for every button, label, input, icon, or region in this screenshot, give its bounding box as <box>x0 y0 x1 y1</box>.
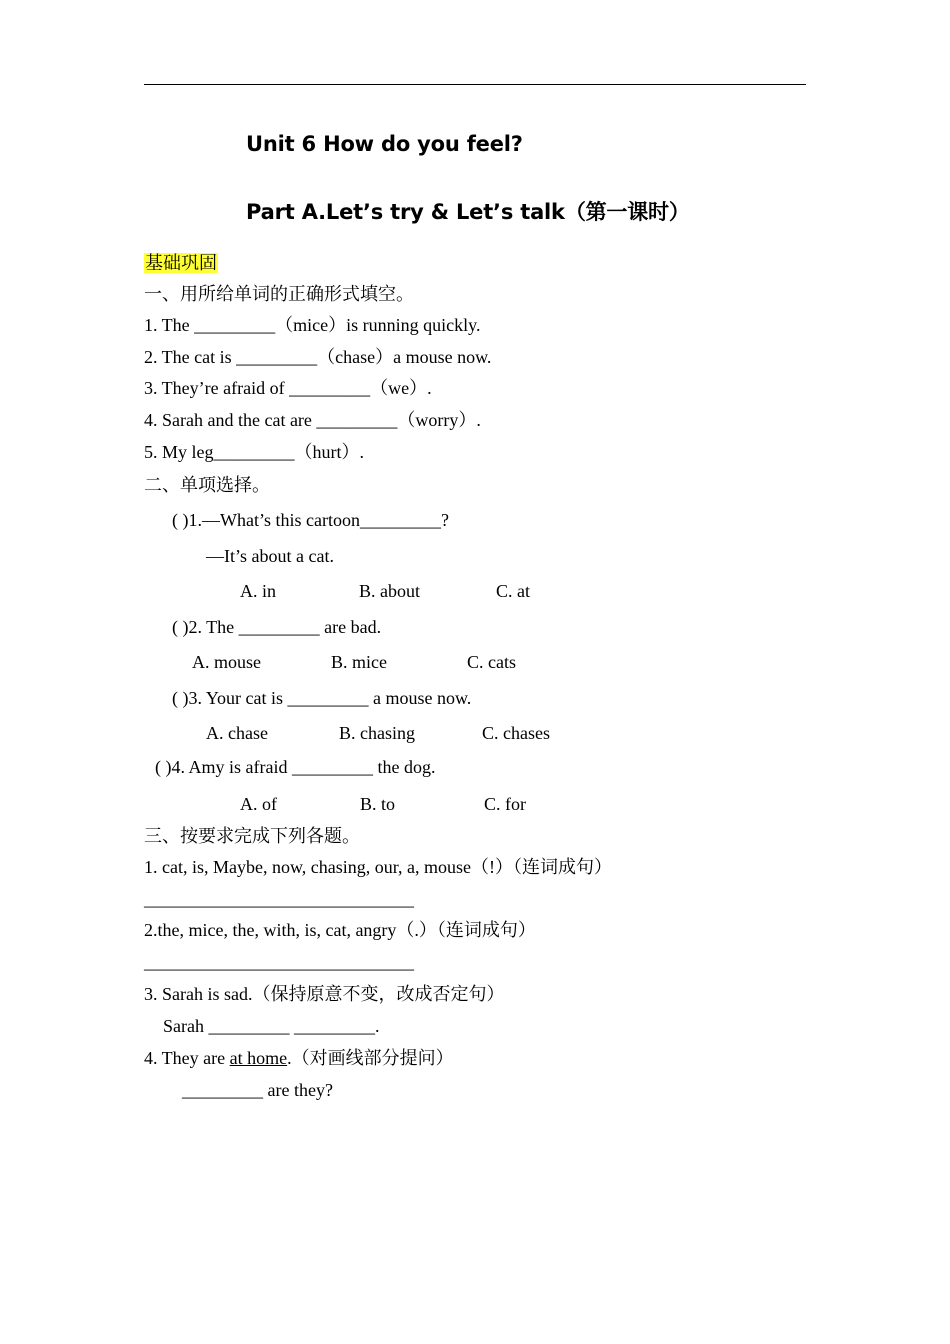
lesson-subtitle: Part A.Let’s try & Let’s talk（第一课时） <box>246 200 690 224</box>
section-label-text: 基础巩固 <box>145 253 217 273</box>
part3-item-1-blank: ______________________________ <box>144 889 414 909</box>
section-label <box>144 252 218 274</box>
part3-item-3-answer: Sarah _________ _________. <box>163 1016 380 1036</box>
header-rule <box>144 84 806 85</box>
q1-answer-line: —It’s about a cat. <box>206 546 334 566</box>
part1-item-4: 4. Sarah and the cat are _________（worry）. <box>144 410 481 430</box>
part2-heading: 二、单项选择。 <box>144 475 270 495</box>
part1-item-2: 2. The cat is _________（chase）a mouse now. <box>144 347 492 367</box>
q1-option-c: C. at <box>496 581 530 601</box>
q3-option-c: C. chases <box>482 723 550 743</box>
part3-item-2-blank: ______________________________ <box>144 952 414 972</box>
q4-option-b: B. to <box>360 794 396 814</box>
part1-item-3: 3. They’re afraid of _________（we）. <box>144 378 432 398</box>
part3-item-4-prefix: 4. They are <box>144 1048 230 1068</box>
q2-option-b: B. mice <box>331 652 387 672</box>
q2-stem: ( )2. The _________ are bad. <box>172 617 382 637</box>
part1-heading: 一、用所给单词的正确形式填空。 <box>144 284 414 304</box>
part1-item-1: 1. The _________（mice）is running quickly. <box>144 315 481 335</box>
q4-option-a: A. of <box>240 794 277 814</box>
unit-title: Unit 6 How do you feel? <box>246 132 523 156</box>
part1-item-5: 5. My leg_________（hurt）. <box>144 442 364 462</box>
q3-option-b: B. chasing <box>339 723 415 743</box>
part3-heading: 三、按要求完成下列各题。 <box>144 826 360 846</box>
q4-option-c: C. for <box>484 794 526 814</box>
part3-item-4-underlined: at home <box>229 1048 288 1068</box>
q1-option-a: A. in <box>240 581 276 601</box>
part3-item-3: 3. Sarah is sad.（保持原意不变，改成否定句） <box>144 984 505 1004</box>
q2-option-c: C. cats <box>467 652 516 672</box>
part3-item-4 <box>144 1047 454 1069</box>
part3-item-2: 2.the, mice, the, with, is, cat, angry（.）（连词成句） <box>144 920 536 940</box>
q3-stem: ( )3. Your cat is _________ a mouse now. <box>172 688 472 708</box>
part3-item-1: 1. cat, is, Maybe, now, chasing, our, a, mouse（!）（连词成句） <box>144 857 613 877</box>
q3-option-a: A. chase <box>206 723 268 743</box>
q1-option-b: B. about <box>359 581 420 601</box>
q1-stem: ( )1.—What’s this cartoon_________? <box>172 510 449 530</box>
part3-item-4-answer: _________ are they? <box>182 1080 333 1100</box>
part3-item-4-suffix: .（对画线部分提问） <box>287 1048 454 1068</box>
q2-option-a: A. mouse <box>192 652 261 672</box>
q4-stem: ( )4. Amy is afraid _________ the dog. <box>155 757 436 777</box>
